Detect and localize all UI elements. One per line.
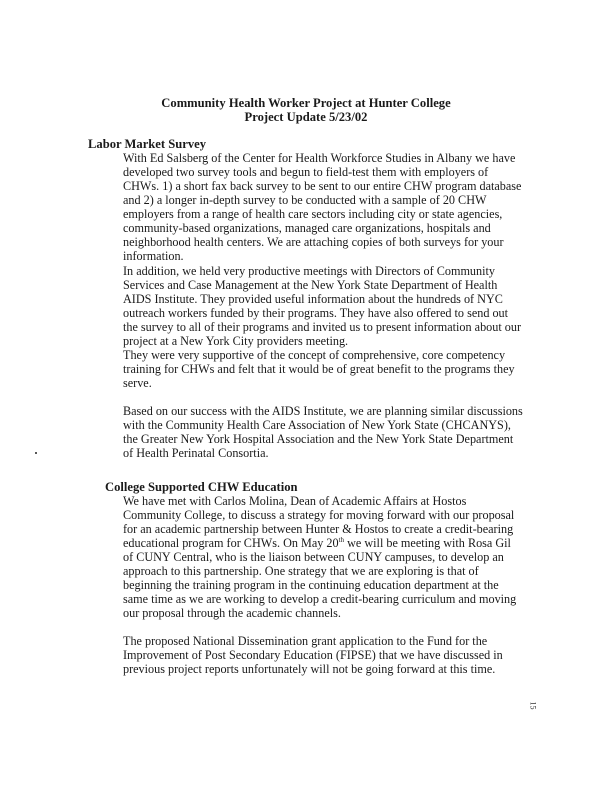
scan-speck: [35, 452, 37, 454]
text-line: approach to this partnership. One strategy that we are exploring is that of: [123, 564, 479, 579]
section-heading-labor-market-survey: Labor Market Survey: [88, 137, 206, 151]
text-line: They were very supportive of the concept of comprehensive, core competency: [123, 348, 506, 362]
text-line: developed two survey tools and begun to field-test them with employers of: [123, 165, 489, 180]
text-line: project at a New York City providers meeting.: [123, 334, 349, 349]
paragraph: [123, 151, 563, 263]
text-line: In addition, we held very productive meetings with Directors of Community: [123, 264, 495, 278]
text-line: neighborhood health centers. We are attaching copies of both surveys for your: [123, 235, 504, 250]
text-line: for an academic partnership between Hunter & Hostos to create a credit-bearing: [123, 522, 514, 537]
text-line: and 2) a longer in-depth survey to be conducted with a sample of 20 CHW: [123, 193, 487, 208]
text-line: Community College, to discuss a strategy for moving forward with our proposal: [123, 508, 515, 523]
text-line: AIDS Institute. They provided useful information about the hundreds of NYC: [123, 292, 503, 307]
text-line: training for CHWs and felt that it would be of great benefit to the programs they: [123, 362, 515, 377]
text-line: Based on our success with the AIDS Institute, we are planning similar discussions: [123, 404, 523, 418]
text-line: previous project reports unfortunately will not be going forward at this time.: [123, 662, 496, 677]
document-title: Community Health Worker Project at Hunter College: [161, 96, 451, 110]
text-line: outreach workers funded by their programs. They have also offered to send out: [123, 306, 509, 321]
text-line: of Health Perinatal Consortia.: [123, 446, 269, 461]
text-line: beginning the training program in the continuing education department at the: [123, 578, 499, 593]
paragraph: [123, 494, 563, 620]
page-number-mark: 15: [528, 701, 538, 710]
text-line: serve.: [123, 376, 152, 391]
text-line: the Greater New York Hospital Association and the New York State Department: [123, 432, 514, 447]
superscript: th: [338, 536, 345, 545]
text-line: Improvement of Post Secondary Education (FIPSE) that we have discussed in: [123, 648, 503, 663]
text-line: [123, 536, 563, 550]
paragraph: [123, 404, 563, 460]
text-segment: we will be meeting with Rosa Gil: [344, 536, 511, 551]
text-line: our proposal through the academic channels.: [123, 606, 341, 621]
text-line: same time as we are working to develop a credit-bearing curriculum and moving: [123, 592, 517, 607]
document-subtitle: Project Update 5/23/02: [244, 110, 368, 124]
text-line: With Ed Salsberg of the Center for Health Workforce Studies in Albany we have: [123, 151, 516, 165]
section-heading-college-supported-chw-education: College Supported CHW Education: [105, 480, 298, 494]
paragraph: [123, 264, 563, 348]
text-line: The proposed National Dissemination grant application to the Fund for the: [123, 634, 488, 648]
text-line: information.: [123, 249, 184, 264]
text-line: with the Community Health Care Association of New York State (CHCANYS),: [123, 418, 511, 433]
text-line: of CUNY Central, who is the liaison between CUNY campuses, to develop an: [123, 550, 504, 565]
text-line: community-based organizations, managed care organizations, hospitals and: [123, 221, 491, 236]
paragraph: [123, 634, 563, 676]
text-line: We have met with Carlos Molina, Dean of Academic Affairs at Hostos: [123, 494, 467, 508]
text-line: Services and Case Management at the New York State Department of Health: [123, 278, 498, 293]
text-segment: educational program for CHWs. On May 20: [123, 536, 339, 551]
text-line: the survey to all of their programs and invited us to present information about our: [123, 320, 522, 335]
paragraph: [123, 348, 563, 390]
text-line: employers from a range of health care sectors including city or state agencies,: [123, 207, 503, 222]
text-line: CHWs. 1) a short fax back survey to be sent to our entire CHW program database: [123, 179, 522, 194]
